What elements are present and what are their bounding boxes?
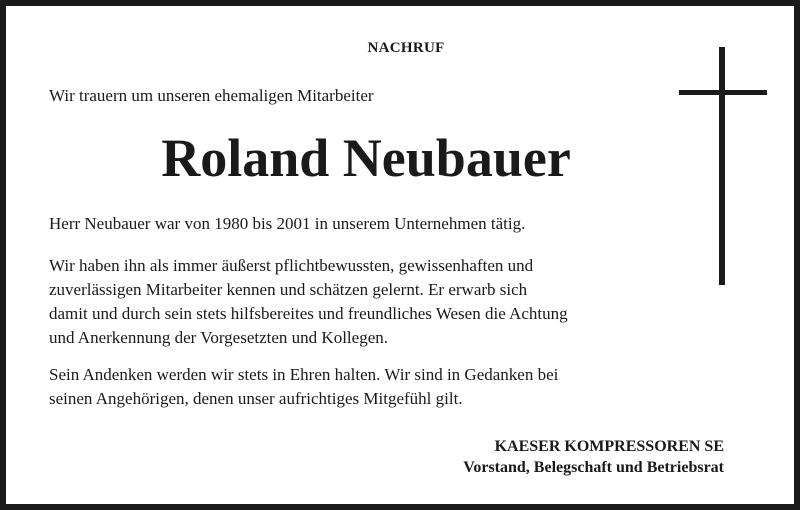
paragraph-line: Sein Andenken werden wir stets in Ehren halten. Wir sind in Gedanken bei [49,365,559,384]
notice-heading: NACHRUF [367,40,445,56]
cross-horizontal-bar [679,90,767,95]
paragraph-line: Herr Neubauer war von 1980 bis 2001 in unserem Unternehmen tätig. [49,214,526,233]
signatories: Vorstand, Belegschaft und Betriebsrat [463,459,724,476]
paragraph-line: und Anerkennung der Vorgesetzten und Kollegen. [49,328,388,347]
signature-block [406,436,724,478]
tribute-paragraph [49,254,568,350]
cross-vertical-bar [719,47,725,285]
intro-line: Wir trauern um unseren ehemaligen Mitarbeiter [49,86,374,105]
employment-paragraph [49,212,525,236]
paragraph-line: damit und durch sein stets hilfsbereites und freundliches Wesen die Achtung [49,304,568,323]
paragraph-line: zuverlässigen Mitarbeiter kennen und schätzen gelernt. Er erwarb sich [49,280,528,299]
cross-icon [679,47,767,285]
company-name: KAESER KOMPRESSOREN SE [494,438,724,455]
deceased-name: Roland Neubauer [161,128,571,188]
paragraph-line: Wir haben ihn als immer äußerst pflichtbewussten, gewissenhaften und [49,256,534,275]
paragraph-line: seinen Angehörigen, denen unser aufrichtiges Mitgefühl gilt. [49,389,463,408]
remembrance-paragraph [49,363,558,411]
